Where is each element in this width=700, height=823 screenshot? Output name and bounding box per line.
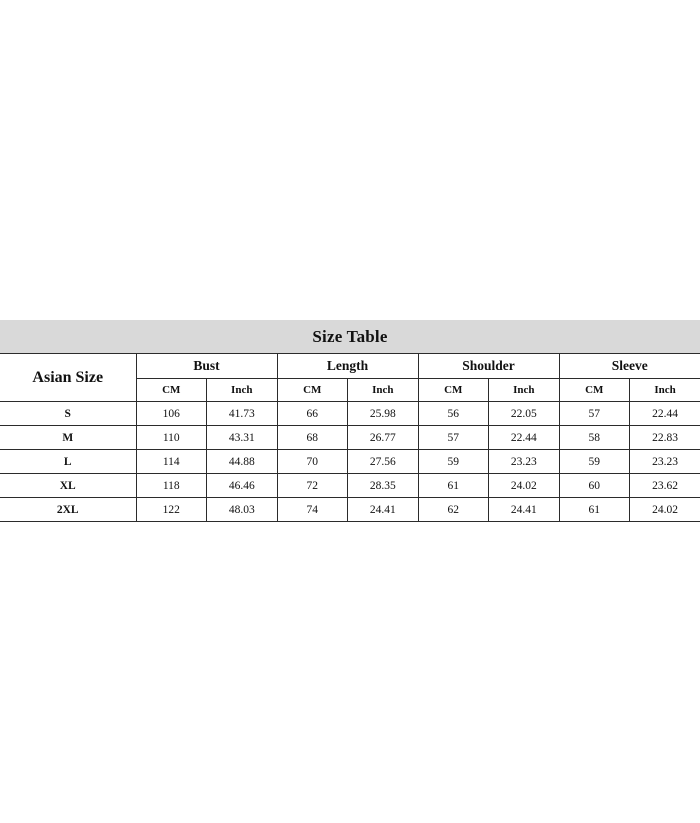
cell-size: XL xyxy=(0,474,136,498)
cell-size: L xyxy=(0,450,136,474)
cell-shoulder-cm: 56 xyxy=(418,402,489,426)
cell-length-inch: 25.98 xyxy=(348,402,419,426)
cell-size: M xyxy=(0,426,136,450)
cell-shoulder-inch: 22.05 xyxy=(489,402,560,426)
cell-sleeve-cm: 59 xyxy=(559,450,630,474)
cell-shoulder-inch: 24.41 xyxy=(489,498,560,522)
table-row xyxy=(0,474,700,498)
cell-length-inch: 24.41 xyxy=(348,498,419,522)
cell-bust-cm: 114 xyxy=(136,450,207,474)
header-group-shoulder: Shoulder xyxy=(418,354,559,379)
cell-bust-inch: 46.46 xyxy=(207,474,278,498)
cell-sleeve-cm: 58 xyxy=(559,426,630,450)
cell-bust-cm: 110 xyxy=(136,426,207,450)
cell-sleeve-cm: 61 xyxy=(559,498,630,522)
cell-shoulder-cm: 62 xyxy=(418,498,489,522)
header-length-inch: Inch xyxy=(348,379,419,402)
cell-length-inch: 27.56 xyxy=(348,450,419,474)
cell-bust-cm: 106 xyxy=(136,402,207,426)
page-title: Size Table xyxy=(0,320,700,353)
cell-length-cm: 70 xyxy=(277,450,348,474)
cell-length-inch: 28.35 xyxy=(348,474,419,498)
header-shoulder-cm: CM xyxy=(418,379,489,402)
header-group-bust: Bust xyxy=(136,354,277,379)
cell-length-cm: 66 xyxy=(277,402,348,426)
cell-shoulder-cm: 57 xyxy=(418,426,489,450)
cell-sleeve-inch: 23.62 xyxy=(630,474,700,498)
cell-sleeve-cm: 60 xyxy=(559,474,630,498)
cell-length-inch: 26.77 xyxy=(348,426,419,450)
table-row xyxy=(0,402,700,426)
cell-sleeve-inch: 22.83 xyxy=(630,426,700,450)
header-sleeve-inch: Inch xyxy=(630,379,700,402)
cell-bust-cm: 118 xyxy=(136,474,207,498)
cell-bust-inch: 41.73 xyxy=(207,402,278,426)
cell-size: S xyxy=(0,402,136,426)
cell-length-cm: 74 xyxy=(277,498,348,522)
cell-shoulder-inch: 23.23 xyxy=(489,450,560,474)
cell-bust-inch: 43.31 xyxy=(207,426,278,450)
cell-shoulder-inch: 24.02 xyxy=(489,474,560,498)
cell-length-cm: 72 xyxy=(277,474,348,498)
cell-bust-cm: 122 xyxy=(136,498,207,522)
cell-size: 2XL xyxy=(0,498,136,522)
size-chart-table xyxy=(0,353,700,522)
cell-bust-inch: 48.03 xyxy=(207,498,278,522)
cell-sleeve-cm: 57 xyxy=(559,402,630,426)
header-bust-inch: Inch xyxy=(207,379,278,402)
cell-sleeve-inch: 22.44 xyxy=(630,402,700,426)
size-table-block xyxy=(0,320,700,522)
table-row xyxy=(0,450,700,474)
cell-shoulder-inch: 22.44 xyxy=(489,426,560,450)
table-header-groups xyxy=(0,354,700,379)
header-length-cm: CM xyxy=(277,379,348,402)
header-sleeve-cm: CM xyxy=(559,379,630,402)
header-group-length: Length xyxy=(277,354,418,379)
cell-shoulder-cm: 59 xyxy=(418,450,489,474)
header-asian-size: Asian Size xyxy=(0,354,136,402)
table-row xyxy=(0,426,700,450)
header-shoulder-inch: Inch xyxy=(489,379,560,402)
cell-length-cm: 68 xyxy=(277,426,348,450)
cell-sleeve-inch: 24.02 xyxy=(630,498,700,522)
header-bust-cm: CM xyxy=(136,379,207,402)
header-group-sleeve: Sleeve xyxy=(559,354,700,379)
cell-shoulder-cm: 61 xyxy=(418,474,489,498)
cell-bust-inch: 44.88 xyxy=(207,450,278,474)
table-row xyxy=(0,498,700,522)
cell-sleeve-inch: 23.23 xyxy=(630,450,700,474)
